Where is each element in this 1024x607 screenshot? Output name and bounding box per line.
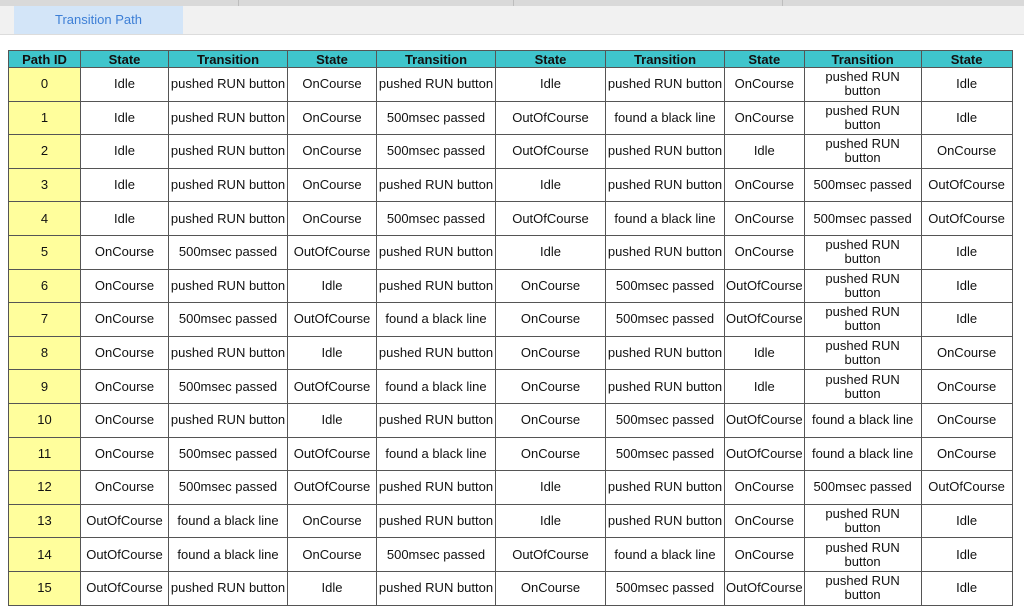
state-cell[interactable]: OnCourse (288, 101, 377, 135)
transition-cell[interactable]: pushed RUN button (169, 202, 288, 236)
state-cell[interactable]: Idle (496, 471, 606, 505)
transition-cell[interactable]: 500msec passed (606, 269, 725, 303)
table-row (9, 202, 1013, 236)
state-cell[interactable]: OnCourse (921, 403, 1012, 437)
state-cell[interactable]: Idle (81, 101, 169, 135)
state-cell[interactable]: Idle (921, 269, 1012, 303)
state-cell[interactable]: Idle (496, 235, 606, 269)
table-row (9, 135, 1013, 169)
transition-cell[interactable]: found a black line (377, 303, 496, 337)
state-cell[interactable]: Idle (496, 504, 606, 538)
path-id-cell[interactable]: 15 (9, 571, 81, 605)
transition-cell[interactable]: 500msec passed (377, 101, 496, 135)
transition-cell[interactable]: 500msec passed (377, 202, 496, 236)
transition-cell[interactable]: pushed RUN button (804, 336, 921, 370)
state-cell[interactable]: OnCourse (725, 235, 805, 269)
state-cell[interactable]: OnCourse (725, 101, 805, 135)
header-state[interactable]: State (81, 51, 169, 68)
transition-cell[interactable]: 500msec passed (377, 135, 496, 169)
state-cell[interactable]: OnCourse (725, 471, 805, 505)
table-row (9, 538, 1013, 572)
state-cell[interactable]: OnCourse (496, 336, 606, 370)
transition-cell[interactable]: found a black line (606, 538, 725, 572)
state-cell[interactable]: Idle (921, 538, 1012, 572)
table-row (9, 504, 1013, 538)
state-cell[interactable]: OnCourse (921, 336, 1012, 370)
transition-cell[interactable]: 500msec passed (606, 571, 725, 605)
path-id-cell[interactable]: 7 (9, 303, 81, 337)
state-cell[interactable]: OnCourse (921, 370, 1012, 404)
transition-cell[interactable]: pushed RUN button (606, 471, 725, 505)
state-cell[interactable]: OutOfCourse (921, 202, 1012, 236)
state-cell[interactable]: OnCourse (725, 168, 805, 202)
transition-cell[interactable]: pushed RUN button (606, 336, 725, 370)
state-cell[interactable]: Idle (288, 336, 377, 370)
state-cell[interactable]: Idle (81, 202, 169, 236)
state-cell[interactable]: OnCourse (496, 269, 606, 303)
tab-transition-path[interactable]: Transition Path (14, 6, 183, 34)
table-body (9, 68, 1013, 606)
transition-cell[interactable]: pushed RUN button (804, 571, 921, 605)
transition-cell[interactable]: 500msec passed (169, 437, 288, 471)
state-cell[interactable]: OutOfCourse (81, 571, 169, 605)
state-cell[interactable]: Idle (921, 504, 1012, 538)
state-cell[interactable]: OnCourse (921, 437, 1012, 471)
transition-cell[interactable]: pushed RUN button (169, 403, 288, 437)
transition-cell[interactable]: pushed RUN button (377, 235, 496, 269)
header-transition[interactable]: Transition (169, 51, 288, 68)
state-cell[interactable]: OnCourse (725, 68, 805, 102)
table-row (9, 168, 1013, 202)
transition-cell[interactable]: 500msec passed (804, 471, 921, 505)
table-row (9, 235, 1013, 269)
state-cell[interactable]: OnCourse (81, 269, 169, 303)
table-row (9, 68, 1013, 102)
transition-cell[interactable]: pushed RUN button (169, 68, 288, 102)
transition-cell[interactable]: 500msec passed (169, 471, 288, 505)
transition-cell[interactable]: pushed RUN button (169, 168, 288, 202)
state-cell[interactable]: Idle (288, 403, 377, 437)
transition-cell[interactable]: pushed RUN button (804, 303, 921, 337)
path-id-cell[interactable]: 14 (9, 538, 81, 572)
state-cell[interactable]: OnCourse (921, 135, 1012, 169)
state-cell[interactable]: OutOfCourse (496, 135, 606, 169)
state-cell[interactable]: Idle (725, 135, 805, 169)
transition-cell[interactable]: pushed RUN button (606, 504, 725, 538)
path-id-cell[interactable]: 2 (9, 135, 81, 169)
transition-cell[interactable]: pushed RUN button (606, 370, 725, 404)
state-cell[interactable]: OnCourse (288, 135, 377, 169)
transition-cell[interactable]: pushed RUN button (804, 235, 921, 269)
state-cell[interactable]: OnCourse (496, 571, 606, 605)
state-cell[interactable]: OnCourse (81, 235, 169, 269)
transition-cell[interactable]: pushed RUN button (169, 135, 288, 169)
state-cell[interactable]: OutOfCourse (288, 437, 377, 471)
header-state[interactable]: State (496, 51, 606, 68)
transition-cell[interactable]: 500msec passed (606, 303, 725, 337)
path-id-cell[interactable]: 1 (9, 101, 81, 135)
state-cell[interactable]: OutOfCourse (921, 471, 1012, 505)
transition-cell[interactable]: pushed RUN button (377, 269, 496, 303)
transition-cell[interactable]: pushed RUN button (804, 370, 921, 404)
transition-cell[interactable]: pushed RUN button (169, 269, 288, 303)
transition-cell[interactable]: pushed RUN button (169, 101, 288, 135)
path-id-cell[interactable]: 5 (9, 235, 81, 269)
state-cell[interactable]: OnCourse (81, 437, 169, 471)
state-cell[interactable]: Idle (496, 68, 606, 102)
header-transition[interactable]: Transition (377, 51, 496, 68)
transition-cell[interactable]: pushed RUN button (377, 168, 496, 202)
transition-cell[interactable]: pushed RUN button (377, 336, 496, 370)
transition-cell[interactable]: pushed RUN button (606, 135, 725, 169)
state-cell[interactable]: Idle (288, 269, 377, 303)
table-row (9, 336, 1013, 370)
table-row (9, 571, 1013, 605)
state-cell[interactable]: OnCourse (81, 471, 169, 505)
state-cell[interactable]: OnCourse (81, 370, 169, 404)
state-cell[interactable]: OutOfCourse (288, 471, 377, 505)
state-cell[interactable]: OutOfCourse (81, 538, 169, 572)
header-state[interactable]: State (725, 51, 805, 68)
table-row (9, 370, 1013, 404)
transition-cell[interactable]: pushed RUN button (169, 571, 288, 605)
state-cell[interactable]: Idle (81, 135, 169, 169)
state-cell[interactable]: OnCourse (725, 504, 805, 538)
transition-cell[interactable]: 500msec passed (377, 538, 496, 572)
transition-cell[interactable]: 500msec passed (606, 403, 725, 437)
state-cell[interactable]: Idle (921, 101, 1012, 135)
state-cell[interactable]: Idle (725, 370, 805, 404)
header-state[interactable]: State (288, 51, 377, 68)
transition-cell[interactable]: pushed RUN button (377, 403, 496, 437)
state-cell[interactable]: OnCourse (725, 202, 805, 236)
state-cell[interactable]: OutOfCourse (496, 538, 606, 572)
transition-cell[interactable]: found a black line (377, 437, 496, 471)
table-row (9, 269, 1013, 303)
state-cell[interactable]: OutOfCourse (725, 571, 805, 605)
transition-cell[interactable]: pushed RUN button (606, 168, 725, 202)
path-id-cell[interactable]: 0 (9, 68, 81, 102)
state-cell[interactable]: OutOfCourse (288, 235, 377, 269)
state-cell[interactable]: OnCourse (496, 370, 606, 404)
path-id-cell[interactable]: 6 (9, 269, 81, 303)
path-id-cell[interactable]: 4 (9, 202, 81, 236)
state-cell[interactable]: Idle (921, 303, 1012, 337)
path-id-cell[interactable]: 9 (9, 370, 81, 404)
state-cell[interactable]: OutOfCourse (725, 269, 805, 303)
header-transition[interactable]: Transition (804, 51, 921, 68)
header-row (9, 51, 1013, 68)
path-id-cell[interactable]: 10 (9, 403, 81, 437)
table-row (9, 471, 1013, 505)
state-cell[interactable]: OutOfCourse (288, 370, 377, 404)
transition-cell[interactable]: pushed RUN button (377, 571, 496, 605)
table-row (9, 303, 1013, 337)
path-id-cell[interactable]: 11 (9, 437, 81, 471)
state-cell[interactable]: OnCourse (288, 202, 377, 236)
path-id-cell[interactable]: 8 (9, 336, 81, 370)
header-state[interactable]: State (921, 51, 1012, 68)
transition-cell[interactable]: pushed RUN button (169, 336, 288, 370)
state-cell[interactable]: OnCourse (725, 538, 805, 572)
state-cell[interactable]: OutOfCourse (725, 303, 805, 337)
transition-path-table (8, 50, 1013, 606)
table-row (9, 101, 1013, 135)
state-cell[interactable]: OnCourse (81, 303, 169, 337)
transition-cell[interactable]: 500msec passed (606, 437, 725, 471)
state-cell[interactable]: OnCourse (81, 403, 169, 437)
state-cell[interactable]: OutOfCourse (725, 403, 805, 437)
state-cell[interactable]: OnCourse (496, 403, 606, 437)
sheet-tab-bar (0, 6, 1024, 35)
state-cell[interactable]: Idle (496, 168, 606, 202)
state-cell[interactable]: OnCourse (288, 504, 377, 538)
state-cell[interactable]: OnCourse (288, 168, 377, 202)
transition-cell[interactable]: found a black line (606, 202, 725, 236)
table-row (9, 403, 1013, 437)
state-cell[interactable]: Idle (921, 235, 1012, 269)
path-id-cell[interactable]: 3 (9, 168, 81, 202)
state-cell[interactable]: Idle (921, 68, 1012, 102)
transition-cell[interactable]: pushed RUN button (804, 538, 921, 572)
state-cell[interactable]: Idle (81, 68, 169, 102)
transition-cell[interactable]: found a black line (377, 370, 496, 404)
state-cell[interactable]: OnCourse (496, 437, 606, 471)
transition-cell[interactable]: pushed RUN button (606, 235, 725, 269)
transition-cell[interactable]: pushed RUN button (377, 504, 496, 538)
transition-cell[interactable]: found a black line (169, 504, 288, 538)
transition-cell[interactable]: pushed RUN button (606, 68, 725, 102)
transition-cell[interactable]: found a black line (169, 538, 288, 572)
transition-cell[interactable]: 500msec passed (169, 303, 288, 337)
transition-cell[interactable]: 500msec passed (804, 168, 921, 202)
state-cell[interactable]: Idle (288, 571, 377, 605)
state-cell[interactable]: OnCourse (288, 68, 377, 102)
transition-cell[interactable]: found a black line (804, 403, 921, 437)
state-cell[interactable]: OutOfCourse (81, 504, 169, 538)
transition-cell[interactable]: pushed RUN button (804, 504, 921, 538)
transition-cell[interactable]: pushed RUN button (804, 269, 921, 303)
header-path-id[interactable]: Path ID (9, 51, 81, 68)
state-cell[interactable]: OutOfCourse (725, 437, 805, 471)
spreadsheet-area (0, 35, 1024, 607)
transition-cell[interactable]: found a black line (606, 101, 725, 135)
path-id-cell[interactable]: 12 (9, 471, 81, 505)
header-transition[interactable]: Transition (606, 51, 725, 68)
state-cell[interactable]: Idle (81, 168, 169, 202)
transition-cell[interactable]: pushed RUN button (804, 68, 921, 102)
transition-cell[interactable]: found a black line (804, 437, 921, 471)
state-cell[interactable]: Idle (921, 571, 1012, 605)
transition-cell[interactable]: pushed RUN button (377, 471, 496, 505)
table-row (9, 437, 1013, 471)
transition-cell[interactable]: pushed RUN button (804, 135, 921, 169)
transition-cell[interactable]: 500msec passed (169, 235, 288, 269)
state-cell[interactable]: OutOfCourse (496, 101, 606, 135)
state-cell[interactable]: OutOfCourse (921, 168, 1012, 202)
state-cell[interactable]: OnCourse (81, 336, 169, 370)
transition-cell[interactable]: pushed RUN button (377, 68, 496, 102)
state-cell[interactable]: OutOfCourse (288, 303, 377, 337)
state-cell[interactable]: OutOfCourse (496, 202, 606, 236)
transition-cell[interactable]: 500msec passed (169, 370, 288, 404)
transition-cell[interactable]: 500msec passed (804, 202, 921, 236)
state-cell[interactable]: OnCourse (288, 538, 377, 572)
state-cell[interactable]: OnCourse (496, 303, 606, 337)
state-cell[interactable]: Idle (725, 336, 805, 370)
path-id-cell[interactable]: 13 (9, 504, 81, 538)
transition-cell[interactable]: pushed RUN button (804, 101, 921, 135)
